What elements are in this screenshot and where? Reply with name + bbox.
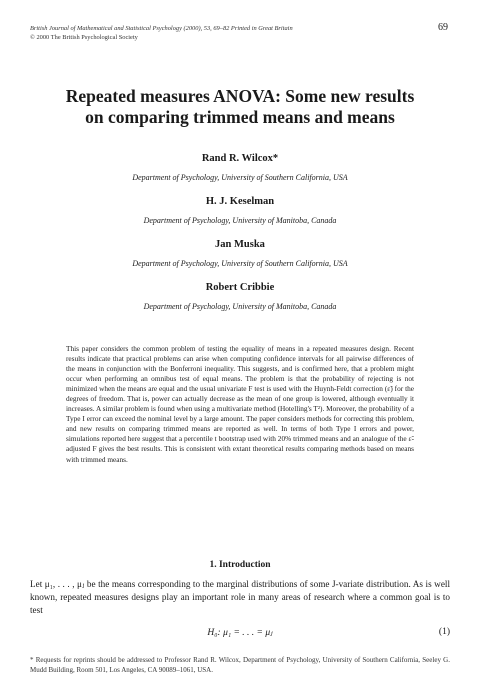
author-block-2 [20, 195, 460, 226]
author-affiliation: Department of Psychology, University of Southern California, USA [132, 173, 348, 182]
title-line-2: on comparing trimmed means and means [85, 107, 395, 127]
author-name: Robert Cribbie [205, 282, 275, 293]
running-header [30, 24, 450, 42]
footnote: * Requests for reprints should be addressed to Professor Rand R. Wilcox, Department of Psychology, University of Southern California, Seeley G. Mudd Building, Room 501, Los Angeles, CA 90089–1061, USA. [30, 656, 450, 674]
page-number: 69 [438, 22, 448, 33]
author-name: Rand R. Wilcox* [201, 153, 279, 164]
equation [30, 627, 450, 641]
author-block-1 [20, 152, 460, 183]
author-affiliation: Department of Psychology, University of Manitoba, Canada [143, 302, 337, 311]
equation-text: H₀: μ₁ = . . . = μⱼ [207, 628, 273, 638]
author-block-4 [20, 281, 460, 312]
author-name: Jan Muska [215, 239, 265, 250]
copyright-line: © 2000 The British Psychological Society [30, 34, 138, 41]
equation-number: (1) [438, 627, 450, 637]
paper-title [20, 86, 460, 128]
section-heading: 1. Introduction [209, 560, 271, 570]
journal-line: British Journal of Mathematical and Statistical Psychology (2000), 53, 69–82 Printed in Great Britain [30, 25, 293, 32]
title-line-1: Repeated measures ANOVA: Some new results [65, 86, 415, 106]
author-name: H. J. Keselman [205, 196, 275, 207]
abstract: This paper considers the common problem of testing the equality of means in a repeated measures design. Recent results indicate that practical problems can arise when computing confidence intervals for all pairwise differences of the means in conjunction with the Bonferroni inequality. This suggests, and is confirmed here, that a problem might occur when performing an omnibus test of equal means. The problem is that the probability of rejecting is not minimized when the means are equal and the usual univariate F test is used with the Huynh-Feldt correction (ε̃) for the degrees of freedom. That is, power can actually decrease as the mean of one group is lowered, although eventually it increases. A similar problem is found when using a multivariate method (Hotelling's T²). Moreover, the probability of a Type I error can exceed the nominal level by a large amount. The paper considers methods for correcting this problem, and new results on comparing trimmed means are reported as well. In terms of both Type I errors and power, simulations reported here suggest that a percentile t bootstrap used with 20% trimmed means and an analogue of the ε̃-adjusted F gives the best results. This is consistent with extant theoretical results comparing methods based on means with trimmed means. [66, 344, 414, 464]
author-block-3 [20, 238, 460, 269]
intro-paragraph: Let μ₁, . . . , μⱼ be the means corresponding to the marginal distributions of some J-variate distribution. As is well known, repeated measures designs play an important role in many areas of research where a common goal is to test [30, 579, 450, 616]
author-affiliation: Department of Psychology, University of Manitoba, Canada [143, 216, 337, 225]
author-affiliation: Department of Psychology, University of Southern California, USA [132, 259, 348, 268]
